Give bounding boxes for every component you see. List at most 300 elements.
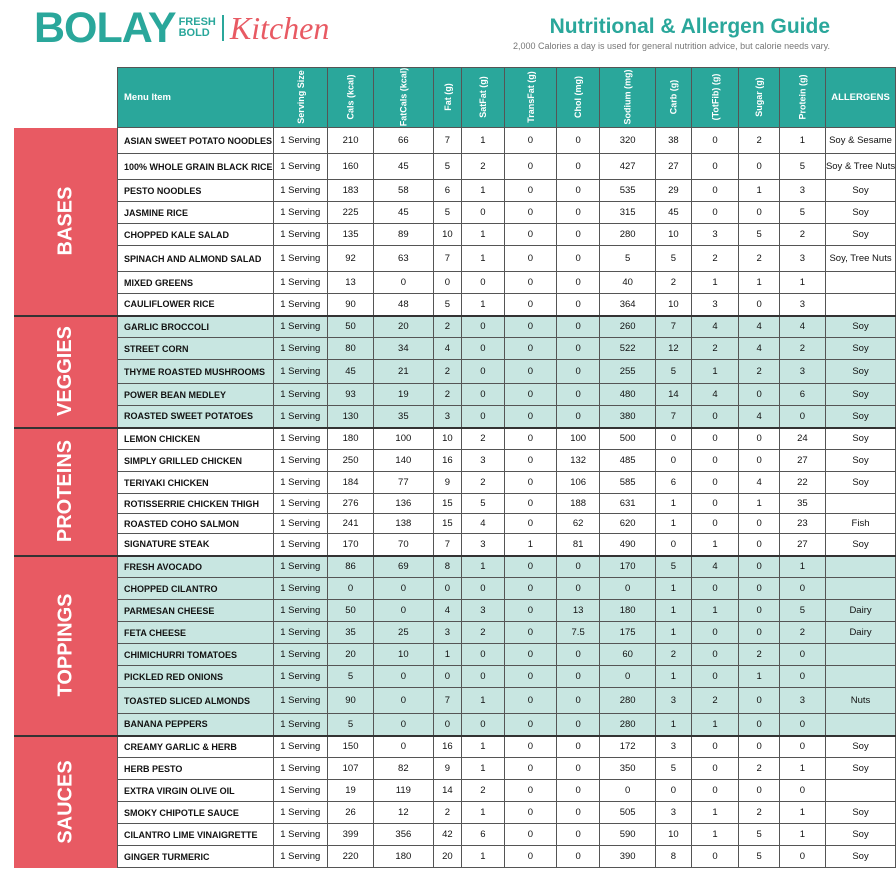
category-label-sauces — [14, 736, 118, 868]
menu-item-name: PARMESAN CHEESE — [118, 600, 274, 622]
nutrient-cell: 0 — [691, 846, 739, 868]
menu-item-name: SIGNATURE STEAK — [118, 534, 274, 556]
nutrient-cell: 35 — [779, 494, 825, 514]
nutrient-cell: 0 — [691, 758, 739, 780]
nutrient-cell: 0 — [374, 688, 434, 714]
nutrient-cell: 7 — [433, 128, 462, 154]
column-header — [600, 68, 656, 128]
nutrient-cell: 0 — [739, 622, 780, 644]
nutrient-cell: 0 — [504, 338, 557, 360]
nutrient-cell: 4 — [739, 338, 780, 360]
nutrient-cell: 0 — [557, 246, 600, 272]
allergen-cell: Soy & Sesame — [825, 128, 895, 154]
nutrient-cell: 1 Serving — [273, 824, 328, 846]
nutrient-cell: 23 — [779, 514, 825, 534]
nutrient-cell: 0 — [504, 472, 557, 494]
column-header — [118, 68, 274, 128]
nutrient-cell: 0 — [462, 272, 505, 294]
nutrient-cell: 1 — [462, 556, 505, 578]
nutrient-cell: 0 — [504, 736, 557, 758]
nutrient-cell: 1 Serving — [273, 202, 328, 224]
allergen-cell: Soy & Tree Nuts — [825, 154, 895, 180]
nutrient-cell: 0 — [462, 316, 505, 338]
nutrient-cell: 0 — [739, 556, 780, 578]
nutrient-cell: 7 — [656, 406, 692, 428]
nutrient-cell: 1 — [779, 758, 825, 780]
column-header — [328, 68, 374, 128]
nutrient-cell: 9 — [433, 758, 462, 780]
nutrient-cell: 590 — [600, 824, 656, 846]
nutrient-cell: 280 — [600, 688, 656, 714]
nutrient-cell: 5 — [739, 224, 780, 246]
allergen-cell: Soy — [825, 384, 895, 406]
menu-item-name: SIMPLY GRILLED CHICKEN — [118, 450, 274, 472]
nutrient-cell: 180 — [328, 428, 374, 450]
nutrient-cell: 1 Serving — [273, 688, 328, 714]
nutrient-cell: 0 — [739, 428, 780, 450]
nutrient-cell: 0 — [739, 688, 780, 714]
allergen-cell — [825, 666, 895, 688]
nutrient-cell: 1 — [779, 556, 825, 578]
menu-item-name: ASIAN SWEET POTATO NOODLES — [118, 128, 274, 154]
page-title: Nutritional & Allergen Guide — [549, 15, 830, 38]
nutrient-cell: 184 — [328, 472, 374, 494]
nutrient-cell: 1 Serving — [273, 534, 328, 556]
nutrient-cell: 320 — [600, 128, 656, 154]
nutrient-cell: 93 — [328, 384, 374, 406]
nutrient-cell: 1 — [656, 494, 692, 514]
nutrient-cell: 0 — [504, 578, 557, 600]
nutrient-cell: 0 — [557, 154, 600, 180]
logo-divider — [222, 15, 224, 41]
nutrient-cell: 620 — [600, 514, 656, 534]
nutrient-cell: 1 Serving — [273, 246, 328, 272]
nutrient-cell: 0 — [374, 578, 434, 600]
nutrient-cell: 136 — [374, 494, 434, 514]
allergen-cell — [825, 494, 895, 514]
nutrient-cell: 42 — [433, 824, 462, 846]
nutrient-cell: 0 — [504, 406, 557, 428]
nutrient-cell: 1 Serving — [273, 578, 328, 600]
nutrient-cell: 20 — [374, 316, 434, 338]
nutrient-cell: 0 — [656, 450, 692, 472]
nutrient-cell: 20 — [433, 846, 462, 868]
nutrient-cell: 2 — [462, 472, 505, 494]
table-row — [14, 246, 896, 272]
nutrient-cell: 1 — [656, 514, 692, 534]
allergen-cell — [825, 556, 895, 578]
nutrient-cell: 130 — [328, 406, 374, 428]
nutrient-cell: 280 — [600, 714, 656, 736]
nutrient-cell: 0 — [504, 780, 557, 802]
nutrient-cell: 6 — [433, 180, 462, 202]
nutrient-cell: 107 — [328, 758, 374, 780]
nutrient-cell: 2 — [462, 622, 505, 644]
nutrient-cell: 45 — [328, 360, 374, 384]
nutrient-cell: 1 — [739, 180, 780, 202]
nutrient-cell: 183 — [328, 180, 374, 202]
table-row — [14, 360, 896, 384]
nutrient-cell: 1 — [691, 714, 739, 736]
table-row — [14, 556, 896, 578]
nutrient-cell: 1 Serving — [273, 514, 328, 534]
nutrient-cell: 5 — [656, 758, 692, 780]
nutrient-cell: 0 — [739, 534, 780, 556]
category-label-text: PROTEINS — [54, 439, 77, 543]
nutrient-cell: 50 — [328, 316, 374, 338]
bolay-logo — [34, 6, 329, 50]
nutrient-cell: 1 — [691, 600, 739, 622]
allergen-cell: Soy — [825, 736, 895, 758]
nutrient-cell: 12 — [656, 338, 692, 360]
nutrient-cell: 140 — [374, 450, 434, 472]
nutrient-cell: 1 Serving — [273, 384, 328, 406]
nutrient-cell: 241 — [328, 514, 374, 534]
nutrient-cell: 160 — [328, 154, 374, 180]
table-body — [14, 128, 896, 868]
allergen-cell — [825, 578, 895, 600]
allergen-cell: Soy, Tree Nuts — [825, 246, 895, 272]
table-row — [14, 644, 896, 666]
nutrient-cell: 0 — [779, 780, 825, 802]
nutrient-cell: 2 — [691, 688, 739, 714]
nutrient-cell: 225 — [328, 202, 374, 224]
menu-item-name: 100% WHOLE GRAIN BLACK RICE — [118, 154, 274, 180]
allergen-cell: Soy — [825, 406, 895, 428]
nutrient-cell: 0 — [739, 154, 780, 180]
nutrient-cell: 6 — [779, 384, 825, 406]
nutrient-cell: 0 — [739, 600, 780, 622]
table-row — [14, 384, 896, 406]
nutrient-cell: 1 Serving — [273, 714, 328, 736]
nutrient-cell: 1 — [691, 534, 739, 556]
allergen-cell: Soy — [825, 338, 895, 360]
nutrient-cell: 5 — [779, 600, 825, 622]
nutrient-cell: 1 Serving — [273, 666, 328, 688]
nutrient-cell: 1 — [462, 294, 505, 316]
nutrient-cell: 0 — [691, 622, 739, 644]
nutrient-cell: 20 — [328, 644, 374, 666]
nutrient-cell: 0 — [691, 644, 739, 666]
nutrient-cell: 0 — [557, 758, 600, 780]
nutrient-cell: 0 — [779, 644, 825, 666]
nutrient-cell: 0 — [504, 294, 557, 316]
nutrient-cell: 19 — [374, 384, 434, 406]
nutrient-cell: 35 — [374, 406, 434, 428]
nutrient-cell: 0 — [504, 802, 557, 824]
nutrient-cell: 0 — [504, 622, 557, 644]
column-header-label: Fat (g) — [442, 83, 453, 111]
menu-item-name: CILANTRO LIME VINAIGRETTE — [118, 824, 274, 846]
allergen-cell: Soy — [825, 846, 895, 868]
nutrient-cell: 82 — [374, 758, 434, 780]
category-label-veggies — [14, 316, 118, 428]
nutrient-cell: 0 — [656, 780, 692, 802]
nutrient-cell: 364 — [600, 294, 656, 316]
nutrient-cell: 77 — [374, 472, 434, 494]
nutrient-cell: 0 — [433, 578, 462, 600]
nutrient-cell: 0 — [462, 666, 505, 688]
nutrient-cell: 1 Serving — [273, 622, 328, 644]
column-header-label: Sodium (mg) — [622, 69, 633, 125]
nutrient-cell: 1 Serving — [273, 338, 328, 360]
allergen-cell: Soy — [825, 180, 895, 202]
nutrient-cell: 0 — [504, 316, 557, 338]
category-label-bases — [14, 128, 118, 316]
nutrient-cell: 0 — [557, 846, 600, 868]
table-row — [14, 688, 896, 714]
nutrient-cell: 35 — [328, 622, 374, 644]
allergen-cell: Soy — [825, 472, 895, 494]
nutrient-cell: 1 — [779, 128, 825, 154]
column-header — [739, 68, 780, 128]
nutrient-cell: 66 — [374, 128, 434, 154]
nutrient-cell: 490 — [600, 534, 656, 556]
nutrient-cell: 19 — [328, 780, 374, 802]
nutrient-cell: 13 — [328, 272, 374, 294]
nutrient-cell: 5 — [656, 556, 692, 578]
nutrient-cell: 3 — [433, 406, 462, 428]
table-row — [14, 406, 896, 428]
nutrient-cell: 2 — [739, 246, 780, 272]
menu-item-name: THYME ROASTED MUSHROOMS — [118, 360, 274, 384]
nutrient-cell: 390 — [600, 846, 656, 868]
table-row — [14, 428, 896, 450]
nutrient-cell: 1 Serving — [273, 224, 328, 246]
nutrient-cell: 0 — [374, 714, 434, 736]
table-row — [14, 180, 896, 202]
nutrient-cell: 0 — [557, 802, 600, 824]
nutrient-cell: 7 — [433, 246, 462, 272]
column-header-label: Chol (mg) — [573, 76, 584, 118]
nutrient-cell: 0 — [504, 714, 557, 736]
nutrient-cell: 92 — [328, 246, 374, 272]
table-row — [14, 128, 896, 154]
nutrient-cell: 0 — [691, 578, 739, 600]
nutrient-cell: 34 — [374, 338, 434, 360]
nutrient-cell: 1 Serving — [273, 180, 328, 202]
menu-item-name: PICKLED RED ONIONS — [118, 666, 274, 688]
nutrient-cell: 0 — [779, 406, 825, 428]
column-header — [825, 68, 895, 128]
nutrient-cell: 0 — [557, 644, 600, 666]
nutrient-cell: 0 — [739, 202, 780, 224]
category-label-text: VEGGIES — [54, 325, 77, 417]
nutrient-cell: 485 — [600, 450, 656, 472]
nutrient-cell: 1 — [656, 714, 692, 736]
nutrient-cell: 0 — [691, 514, 739, 534]
nutrient-cell: 2 — [779, 338, 825, 360]
nutrient-cell: 16 — [433, 736, 462, 758]
column-header — [462, 68, 505, 128]
nutrient-cell: 0 — [374, 736, 434, 758]
nutrient-cell: 2 — [779, 224, 825, 246]
nutrient-cell: 7 — [656, 316, 692, 338]
nutrient-cell: 6 — [656, 472, 692, 494]
nutrient-cell: 0 — [691, 780, 739, 802]
nutrient-cell: 3 — [779, 180, 825, 202]
allergen-cell: Fish — [825, 514, 895, 534]
allergen-cell — [825, 644, 895, 666]
nutrient-cell: 1 Serving — [273, 472, 328, 494]
nutrient-cell: 356 — [374, 824, 434, 846]
nutrient-cell: 0 — [557, 556, 600, 578]
nutrient-cell: 1 — [691, 802, 739, 824]
nutrient-cell: 350 — [600, 758, 656, 780]
nutrient-cell: 480 — [600, 384, 656, 406]
nutrient-cell: 0 — [739, 578, 780, 600]
nutrient-cell: 255 — [600, 360, 656, 384]
nutrient-cell: 175 — [600, 622, 656, 644]
column-header — [504, 68, 557, 128]
table-row — [14, 758, 896, 780]
nutrient-cell: 0 — [691, 128, 739, 154]
nutrient-cell: 38 — [656, 128, 692, 154]
nutrient-cell: 25 — [374, 622, 434, 644]
nutrient-cell: 188 — [557, 494, 600, 514]
nutrient-cell: 15 — [433, 514, 462, 534]
nutrient-cell: 14 — [656, 384, 692, 406]
nutrient-cell: 1 Serving — [273, 450, 328, 472]
menu-item-name: CAULIFLOWER RICE — [118, 294, 274, 316]
nutrient-cell: 2 — [739, 802, 780, 824]
column-header — [691, 68, 739, 128]
nutrition-table-container — [14, 67, 896, 868]
allergen-cell — [825, 272, 895, 294]
table-header-row — [14, 68, 896, 128]
nutrient-cell: 0 — [462, 406, 505, 428]
nutrient-cell: 0 — [374, 666, 434, 688]
nutrient-cell: 2 — [739, 360, 780, 384]
page-subtitle: 2,000 Calories a day is used for general nutrition advice, but calorie needs vary. — [512, 41, 830, 51]
menu-item-name: SMOKY CHIPOTLE SAUCE — [118, 802, 274, 824]
menu-item-name: LEMON CHICKEN — [118, 428, 274, 450]
nutrient-cell: 0 — [504, 154, 557, 180]
column-header — [557, 68, 600, 128]
nutrient-cell: 0 — [557, 338, 600, 360]
nutrient-cell: 0 — [462, 202, 505, 224]
nutrient-cell: 1 Serving — [273, 600, 328, 622]
allergen-cell: Soy — [825, 450, 895, 472]
nutrient-cell: 1 — [462, 802, 505, 824]
table-row — [14, 338, 896, 360]
nutrient-cell: 10 — [656, 224, 692, 246]
column-header-label: (TotFib) (g) — [710, 73, 721, 121]
nutrient-cell: 0 — [779, 578, 825, 600]
nutrient-cell: 2 — [433, 316, 462, 338]
nutrient-cell: 5 — [462, 494, 505, 514]
menu-item-name: ROASTED COHO SALMON — [118, 514, 274, 534]
nutrient-cell: 132 — [557, 450, 600, 472]
allergen-cell: Soy — [825, 316, 895, 338]
nutrient-cell: 106 — [557, 472, 600, 494]
table-row — [14, 846, 896, 868]
nutrient-cell: 24 — [779, 428, 825, 450]
table-row — [14, 802, 896, 824]
table-row — [14, 600, 896, 622]
menu-item-name: FETA CHEESE — [118, 622, 274, 644]
nutrient-cell: 1 Serving — [273, 736, 328, 758]
menu-item-name: PESTO NOODLES — [118, 180, 274, 202]
nutrient-cell: 427 — [600, 154, 656, 180]
nutrient-cell: 1 — [504, 534, 557, 556]
nutrient-cell: 12 — [374, 802, 434, 824]
nutrient-cell: 0 — [739, 294, 780, 316]
nutrient-cell: 21 — [374, 360, 434, 384]
table-row — [14, 316, 896, 338]
nutrient-cell: 3 — [779, 294, 825, 316]
nutrient-cell: 170 — [600, 556, 656, 578]
nutrient-cell: 14 — [433, 780, 462, 802]
nutrient-cell: 0 — [656, 534, 692, 556]
menu-item-name: POWER BEAN MEDLEY — [118, 384, 274, 406]
nutrient-cell: 80 — [328, 338, 374, 360]
nutrient-cell: 16 — [433, 450, 462, 472]
nutrient-cell: 250 — [328, 450, 374, 472]
nutrient-cell: 62 — [557, 514, 600, 534]
nutrient-cell: 0 — [600, 666, 656, 688]
nutrient-cell: 0 — [433, 666, 462, 688]
nutrient-cell: 58 — [374, 180, 434, 202]
nutrient-cell: 0 — [504, 824, 557, 846]
menu-item-name: ROASTED SWEET POTATOES — [118, 406, 274, 428]
nutrient-cell: 3 — [656, 688, 692, 714]
nutrient-cell: 5 — [600, 246, 656, 272]
allergen-cell: Soy — [825, 202, 895, 224]
nutrient-cell: 135 — [328, 224, 374, 246]
nutrient-cell: 0 — [779, 714, 825, 736]
nutrient-cell: 0 — [691, 428, 739, 450]
table-row — [14, 514, 896, 534]
table-row — [14, 494, 896, 514]
allergen-cell: Nuts — [825, 688, 895, 714]
nutrient-cell: 8 — [656, 846, 692, 868]
nutrient-cell: 0 — [557, 294, 600, 316]
nutrient-cell: 1 Serving — [273, 360, 328, 384]
logo-fresh-text: FRESH — [178, 16, 216, 28]
nutrient-cell: 0 — [557, 272, 600, 294]
nutrient-cell: 90 — [328, 294, 374, 316]
nutrient-cell: 40 — [600, 272, 656, 294]
category-label-text: SAUCES — [54, 759, 77, 844]
nutrient-cell: 4 — [779, 316, 825, 338]
nutrient-cell: 0 — [462, 578, 505, 600]
nutrient-cell: 138 — [374, 514, 434, 534]
nutrient-cell: 180 — [374, 846, 434, 868]
nutrient-cell: 1 — [462, 736, 505, 758]
nutrient-cell: 4 — [739, 316, 780, 338]
menu-item-name: FRESH AVOCADO — [118, 556, 274, 578]
nutrient-cell: 150 — [328, 736, 374, 758]
nutrient-cell: 5 — [779, 202, 825, 224]
nutrient-cell: 0 — [433, 272, 462, 294]
column-header-label: ALLERGENS — [831, 92, 890, 103]
category-label-text: TOPPINGS — [54, 593, 77, 697]
nutrient-cell: 0 — [504, 556, 557, 578]
nutrient-cell: 0 — [557, 128, 600, 154]
nutrient-cell: 2 — [462, 780, 505, 802]
table-row — [14, 154, 896, 180]
nutrient-cell: 0 — [691, 736, 739, 758]
column-header-label: Cals (kcal) — [345, 74, 356, 120]
nutrient-cell: 0 — [557, 736, 600, 758]
nutrient-cell: 585 — [600, 472, 656, 494]
nutrient-cell: 500 — [600, 428, 656, 450]
nutrient-cell: 0 — [691, 406, 739, 428]
nutrient-cell: 1 Serving — [273, 644, 328, 666]
nutrient-cell: 10 — [433, 224, 462, 246]
nutrient-cell: 0 — [557, 688, 600, 714]
